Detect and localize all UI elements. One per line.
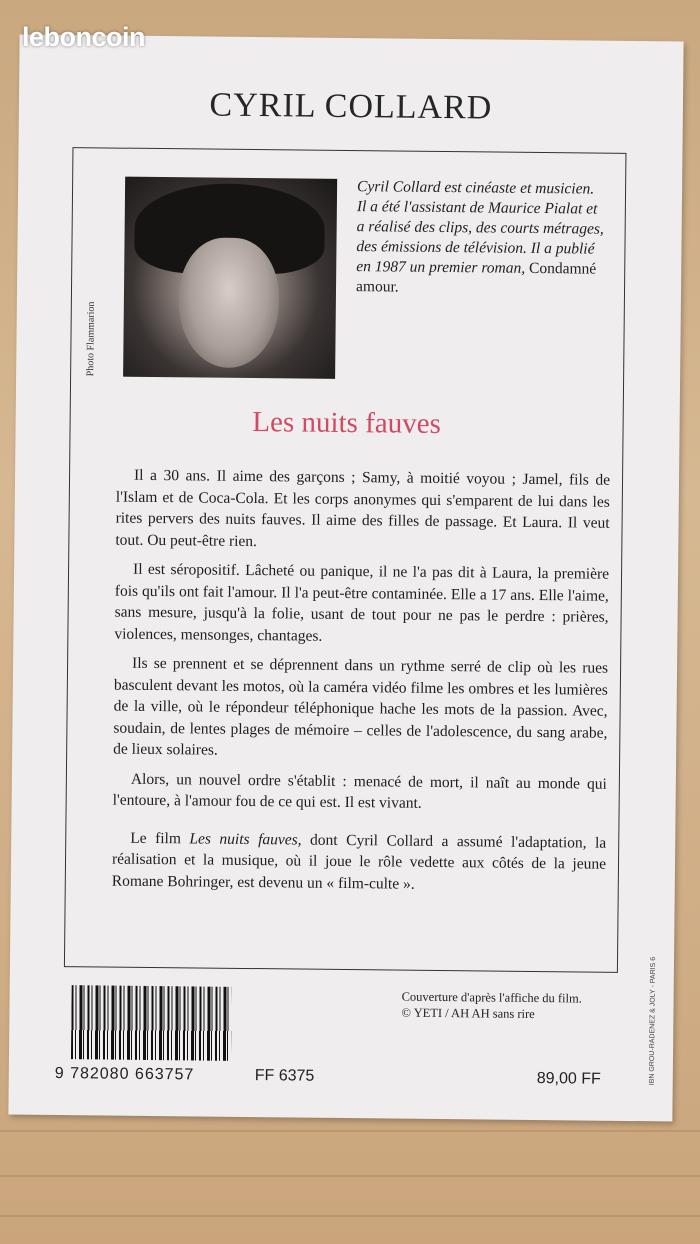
cover-credit [401,989,601,1023]
synopsis-paragraph: Alors, un nouvel ordre s'établit : menacé de mort, il naît au monde qui l'entoure, à l'amour fou de ce qui est. Il est vivant. [112,770,607,812]
cover-credit-line: Couverture d'après l'affiche du film. [401,989,582,1006]
film-title: Les nuits fauves [189,829,298,849]
isbn-number: 9 782080 663757 [54,1064,195,1084]
synopsis-paragraph: Il est séropositif. Lâcheté ou panique, il ne l'a pas dit à Laura, la première fois qu'ils ont fait l'amour. Il l'a peut-être contaminée. Elle a 17 ans. Elle l'aime, sans mesure, jusqu'à la folie, usant de tout pour ne pas le perdre : prières, violences, mensonges, chantages. [114,560,610,645]
synopsis-paragraph: Ils se prennent et se déprennent dans un rythme serré de clip où les rues basculent devant les motos, où la caméra vidéo filme les ombres et les lumières de la ville, où le répondeur téléphonique hache les mots de la passion. Avec, soudain, de lentes plages de mémoire – celles de l'adolescence, du sang arabe, de lieux solaires. [113,654,609,759]
leboncoin-watermark: leboncoin [22,22,145,52]
cover-credit-copyright: © YETI / AH AH sans rire [401,1005,535,1022]
film-paragraph [112,827,607,897]
content-frame [64,147,627,973]
author-photo [123,177,337,379]
reference-code: FF 6375 [254,1067,315,1085]
book-title: Les nuits fauves [252,406,442,440]
photo-credit: Photo Flammarion [85,301,97,377]
synopsis [112,465,611,905]
printer-imprint: IBN GROU-RADENEZ & JOLY - PARIS 6 [648,956,658,1086]
barcode [71,985,232,1061]
author-bio [356,177,607,300]
bio-text: Cyril Collard est cinéaste et musicien. Il a été l'assistant de Maurice Pialat et a réalisé des clips, des courts métrages, des émissions de télévision. Il a publié en 1987 un premier roman, [356,178,604,277]
author-name: CYRIL COLLARD [209,86,493,127]
film-para-end: , dont Cyril Collard a assumé l'adaptation, la réalisation et la musique, où il joue le rôle vedette aux côtés de la jeune Romane Bohringer, est devenu un « film-culte ». [111,831,607,893]
synopsis-paragraph: Il a 30 ans. Il aime des garçons ; Samy, à moitié voyou ; Jamel, fils de l'Islam et de Coca-Cola. Et les corps anonymes qui s'emparent de lui dans les rites pervers des nuits fauves. Il aime des filles de passage. Et Laura. Il veut tout. Ou peut-être rien. [115,466,611,550]
film-para-start: Le film [130,829,190,847]
bio-novel-title: Condamné amour. [355,259,597,296]
price: 89,00 FF [536,1070,601,1088]
photo-face [178,237,279,368]
book-back-cover [8,35,683,1122]
